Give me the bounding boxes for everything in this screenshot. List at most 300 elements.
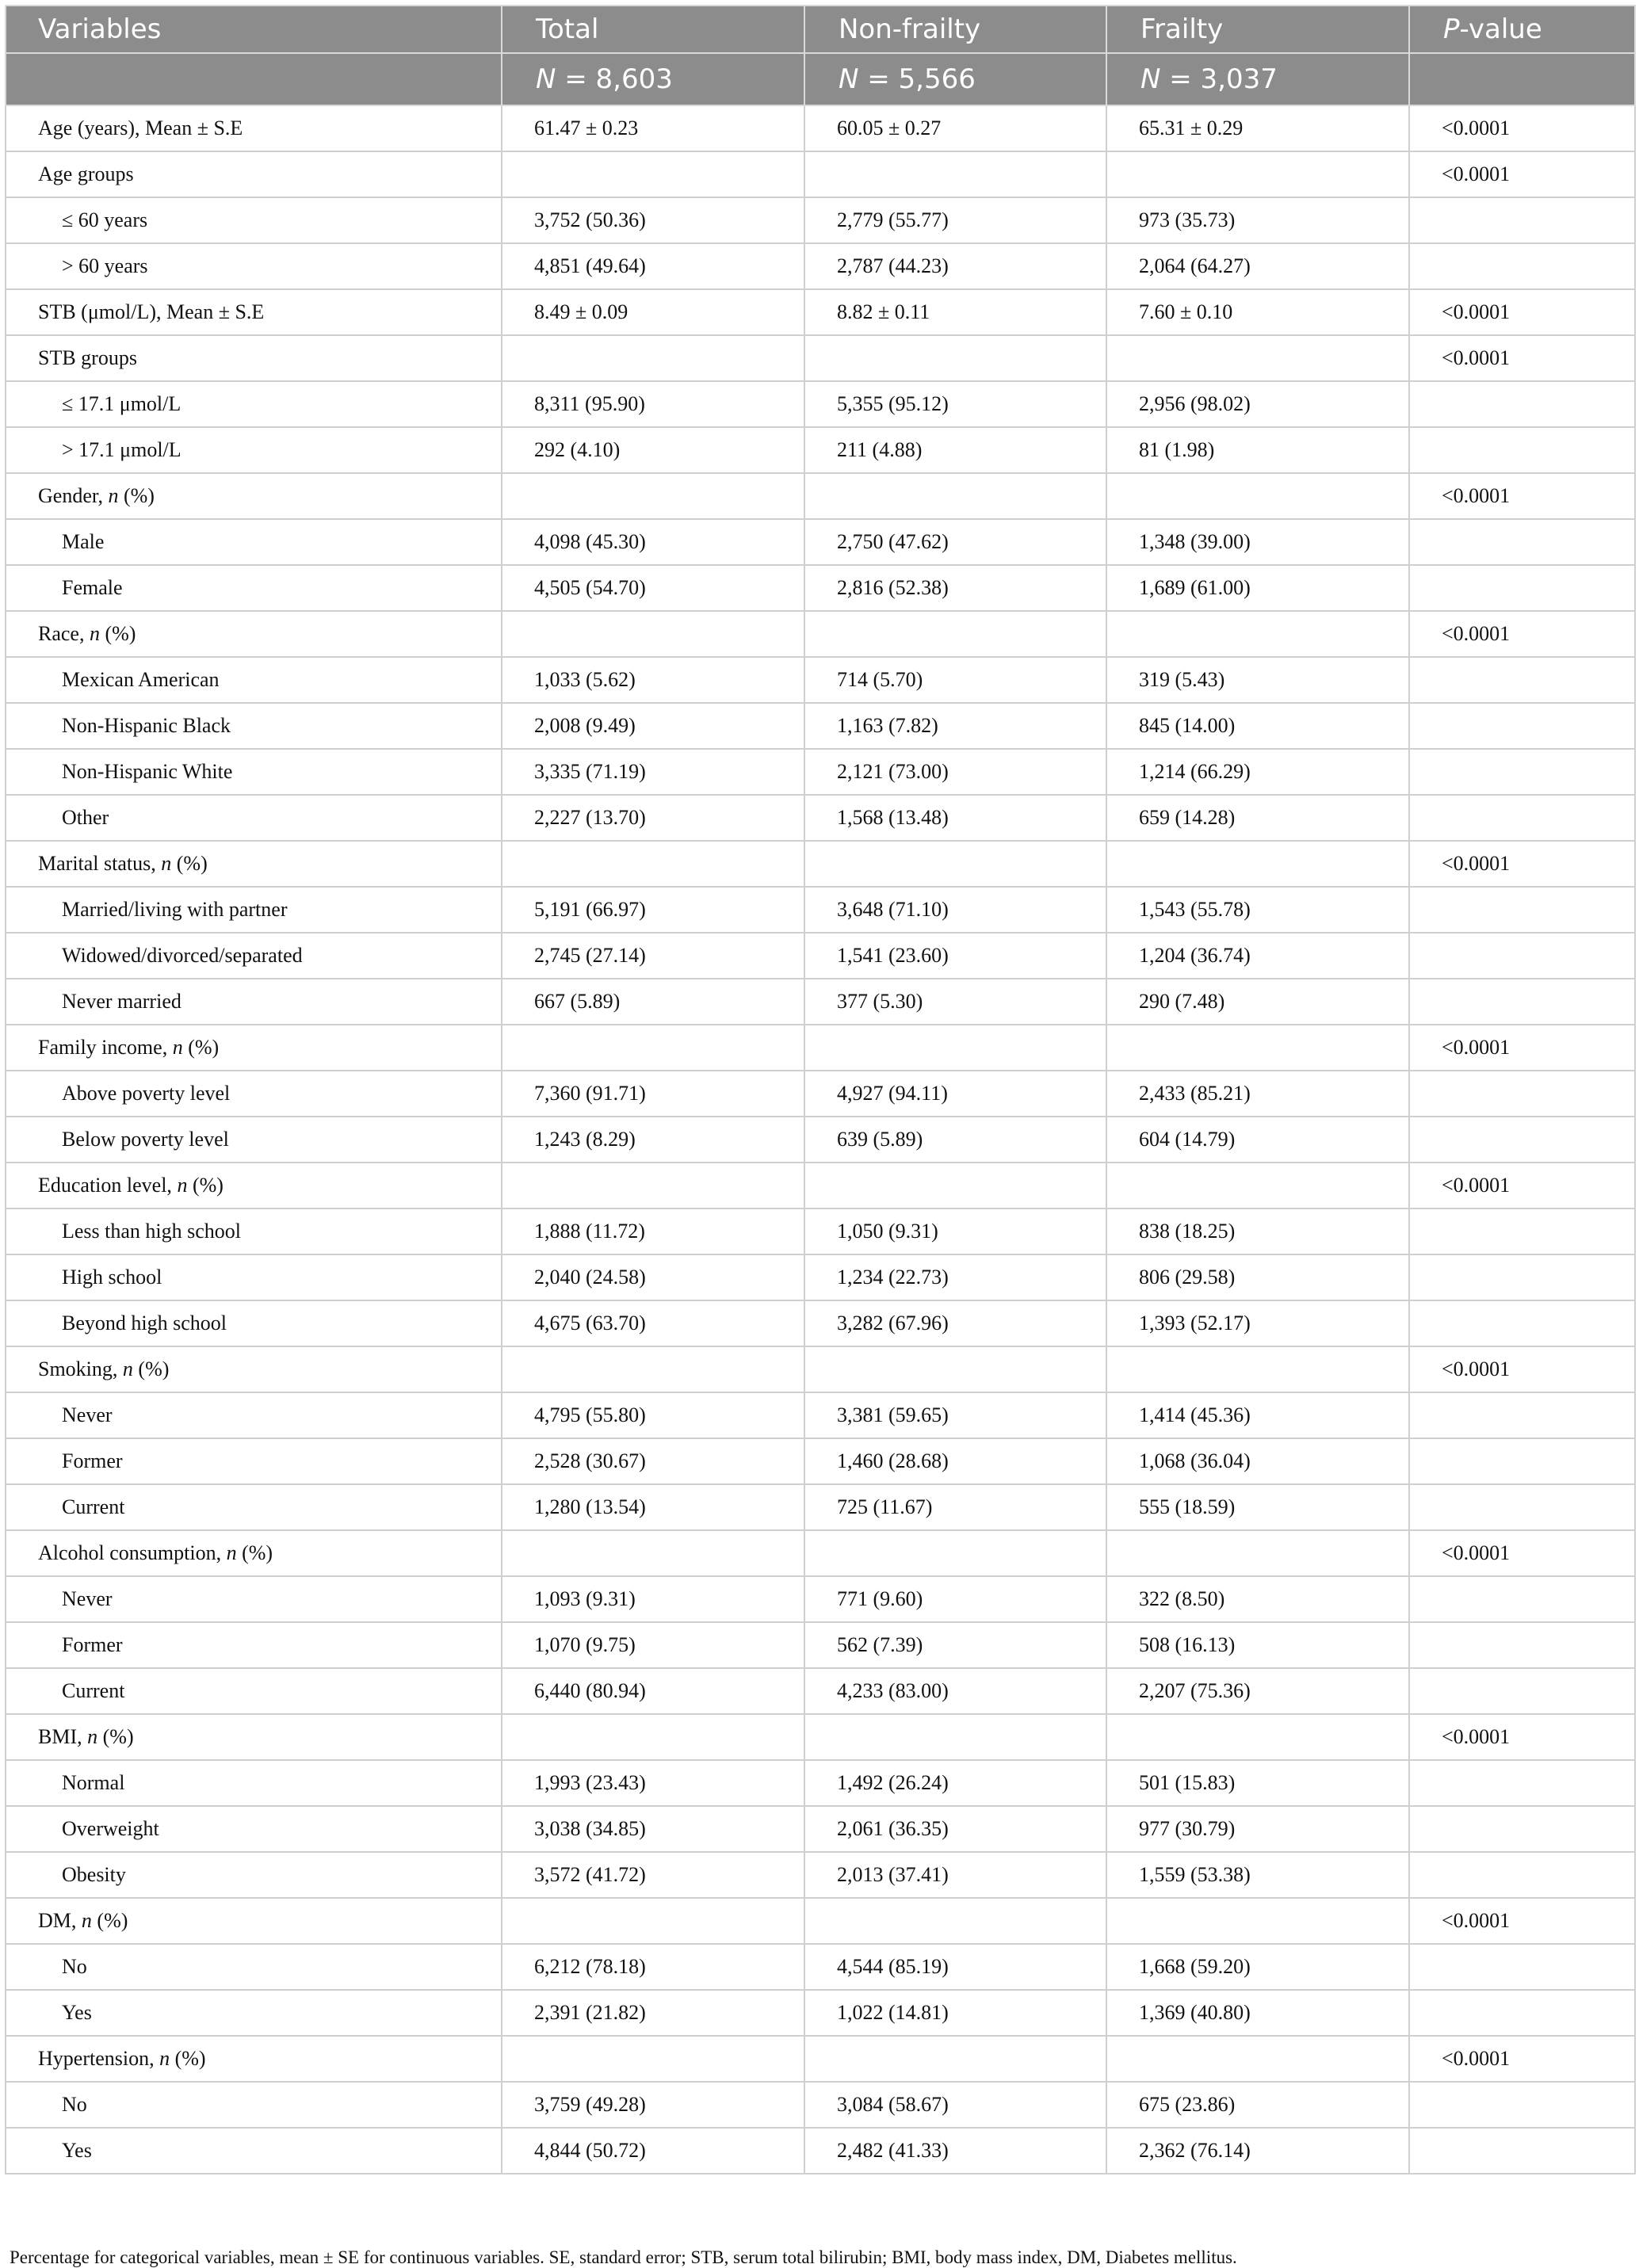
row-label (6, 1117, 502, 1163)
cell-pvalue (1409, 2128, 1635, 2174)
row-label (6, 381, 502, 427)
row-label-suffix: (%) (97, 1725, 134, 1748)
table-row (6, 1530, 1635, 1576)
cell-total: 4,795 (55.80) (502, 1392, 804, 1438)
cell-nonfrailty: 725 (11.67) (804, 1484, 1106, 1530)
row-label (6, 427, 502, 473)
header-frailty: Frailty (1106, 6, 1409, 53)
table-row (6, 1071, 1635, 1117)
cell-total (502, 1714, 804, 1760)
row-label (6, 473, 502, 519)
table-row (6, 1484, 1635, 1530)
cell-frailty: 604 (14.79) (1106, 1117, 1409, 1163)
row-label-text: Gender, (38, 484, 109, 507)
row-label (6, 1898, 502, 1944)
row-label (6, 1668, 502, 1714)
row-label-suffix: (%) (171, 852, 208, 875)
cell-pvalue (1409, 657, 1635, 703)
row-label (6, 1944, 502, 1990)
cell-nonfrailty: 562 (7.39) (804, 1622, 1106, 1668)
cell-nonfrailty: 2,779 (55.77) (804, 197, 1106, 243)
row-label-italic: n (89, 622, 100, 645)
table-row (6, 1622, 1635, 1668)
header-n-total (502, 53, 804, 105)
cell-total: 2,745 (27.14) (502, 933, 804, 979)
cell-pvalue (1409, 1392, 1635, 1438)
cell-nonfrailty: 1,492 (26.24) (804, 1760, 1106, 1806)
row-label (6, 1714, 502, 1760)
cell-frailty: 81 (1.98) (1106, 427, 1409, 473)
cell-pvalue: <0.0001 (1409, 611, 1635, 657)
cell-pvalue (1409, 427, 1635, 473)
row-label (6, 1071, 502, 1117)
row-label (6, 657, 502, 703)
cell-frailty: 1,414 (45.36) (1106, 1392, 1409, 1438)
row-label (6, 1576, 502, 1622)
table-row (6, 1714, 1635, 1760)
cell-total: 2,040 (24.58) (502, 1254, 804, 1300)
cell-pvalue: <0.0001 (1409, 151, 1635, 197)
cell-total: 1,243 (8.29) (502, 1117, 804, 1163)
cell-total (502, 1025, 804, 1071)
cell-frailty (1106, 1346, 1409, 1392)
table-row (6, 2128, 1635, 2174)
row-label (6, 1392, 502, 1438)
cell-nonfrailty: 377 (5.30) (804, 979, 1106, 1025)
row-label (6, 1300, 502, 1346)
cell-frailty: 1,393 (52.17) (1106, 1300, 1409, 1346)
cell-nonfrailty (804, 1163, 1106, 1208)
table-row (6, 795, 1635, 841)
cell-pvalue (1409, 1760, 1635, 1806)
n-italic: N (1140, 63, 1161, 95)
cell-nonfrailty (804, 841, 1106, 887)
cell-nonfrailty: 3,282 (67.96) (804, 1300, 1106, 1346)
row-label-text: Below poverty level (62, 1128, 229, 1151)
row-label (6, 1025, 502, 1071)
table-row (6, 887, 1635, 933)
cell-total (502, 1898, 804, 1944)
cell-frailty: 806 (29.58) (1106, 1254, 1409, 1300)
table-row (6, 565, 1635, 611)
table-row (6, 703, 1635, 749)
table-row (6, 1806, 1635, 1852)
table-row (6, 749, 1635, 795)
row-label-text: Never married (62, 990, 181, 1013)
cell-pvalue (1409, 243, 1635, 289)
table-row (6, 1346, 1635, 1392)
cell-frailty (1106, 473, 1409, 519)
table-row (6, 979, 1635, 1025)
row-label-italic: n (108, 484, 119, 507)
row-label (6, 105, 502, 151)
cell-total: 2,227 (13.70) (502, 795, 804, 841)
cell-pvalue (1409, 979, 1635, 1025)
row-label-italic: n (81, 1909, 92, 1932)
table-row (6, 1025, 1635, 1071)
cell-frailty: 508 (16.13) (1106, 1622, 1409, 1668)
cell-pvalue (1409, 1576, 1635, 1622)
cell-total (502, 151, 804, 197)
cell-nonfrailty: 60.05 ± 0.27 (804, 105, 1106, 151)
cell-total: 61.47 ± 0.23 (502, 105, 804, 151)
row-label-text: ≤ 17.1 μmol/L (62, 392, 181, 415)
cell-frailty: 322 (8.50) (1106, 1576, 1409, 1622)
cell-frailty: 2,207 (75.36) (1106, 1668, 1409, 1714)
cell-pvalue (1409, 2082, 1635, 2128)
cell-nonfrailty: 1,460 (28.68) (804, 1438, 1106, 1484)
table-row (6, 105, 1635, 151)
cell-nonfrailty: 1,234 (22.73) (804, 1254, 1106, 1300)
cell-frailty (1106, 841, 1409, 887)
cell-pvalue (1409, 519, 1635, 565)
cell-pvalue (1409, 1071, 1635, 1117)
row-label-text: Age (years), Mean ± S.E (38, 116, 243, 139)
cell-frailty (1106, 1714, 1409, 1760)
cell-frailty: 973 (35.73) (1106, 197, 1409, 243)
header-pvalue (1409, 6, 1635, 53)
table-row (6, 519, 1635, 565)
row-label-text: Other (62, 806, 109, 829)
row-label-text: Obesity (62, 1863, 126, 1886)
table-footnote: Percentage for categorical variables, mean ± SE for continuous variables. SE, standard error; STB, serum total bilirubin; BMI, body mass index, DM, Diabetes mellitus. (10, 2247, 1237, 2267)
table-row (6, 1668, 1635, 1714)
cell-nonfrailty: 1,163 (7.82) (804, 703, 1106, 749)
cell-nonfrailty: 2,061 (36.35) (804, 1806, 1106, 1852)
cell-pvalue (1409, 1117, 1635, 1163)
table-body (6, 105, 1635, 2174)
header-row-titles (6, 6, 1635, 53)
cell-pvalue (1409, 887, 1635, 933)
row-label (6, 1622, 502, 1668)
cell-total: 4,675 (63.70) (502, 1300, 804, 1346)
row-label (6, 1530, 502, 1576)
row-label (6, 1806, 502, 1852)
cell-nonfrailty: 2,482 (41.33) (804, 2128, 1106, 2174)
row-label-italic: n (172, 1036, 183, 1059)
row-label-text: Age groups (38, 162, 134, 185)
row-label (6, 2036, 502, 2082)
cell-total: 2,008 (9.49) (502, 703, 804, 749)
row-label (6, 1208, 502, 1254)
row-label (6, 1852, 502, 1898)
cell-pvalue: <0.0001 (1409, 1898, 1635, 1944)
cell-frailty (1106, 1025, 1409, 1071)
header-variables: Variables (6, 6, 502, 53)
cell-pvalue: <0.0001 (1409, 1025, 1635, 1071)
cell-total (502, 841, 804, 887)
cell-total: 1,033 (5.62) (502, 657, 804, 703)
cell-pvalue (1409, 703, 1635, 749)
header-row-counts (6, 53, 1635, 105)
cell-frailty: 1,204 (36.74) (1106, 933, 1409, 979)
cell-pvalue (1409, 1806, 1635, 1852)
cell-pvalue (1409, 1484, 1635, 1530)
cell-pvalue (1409, 1300, 1635, 1346)
cell-frailty: 1,369 (40.80) (1106, 1990, 1409, 2036)
table-row (6, 1944, 1635, 1990)
cell-total: 1,093 (9.31) (502, 1576, 804, 1622)
cell-frailty: 2,362 (76.14) (1106, 2128, 1409, 2174)
table-row (6, 243, 1635, 289)
row-label-text: Married/living with partner (62, 898, 288, 921)
cell-nonfrailty (804, 611, 1106, 657)
cell-total: 3,752 (50.36) (502, 197, 804, 243)
row-label-text: Yes (62, 2001, 92, 2024)
cell-nonfrailty: 2,121 (73.00) (804, 749, 1106, 795)
cell-pvalue (1409, 1208, 1635, 1254)
table-container (5, 5, 1634, 2174)
row-label-suffix: (%) (236, 1541, 273, 1564)
cell-frailty (1106, 335, 1409, 381)
cell-pvalue: <0.0001 (1409, 1346, 1635, 1392)
row-label-text: No (62, 1955, 87, 1978)
row-label-text: STB groups (38, 346, 137, 369)
row-label (6, 887, 502, 933)
cell-frailty: 1,068 (36.04) (1106, 1438, 1409, 1484)
row-label-text: Former (62, 1449, 123, 1472)
cell-frailty: 2,433 (85.21) (1106, 1071, 1409, 1117)
cell-pvalue: <0.0001 (1409, 2036, 1635, 2082)
row-label (6, 1346, 502, 1392)
row-label-suffix: (%) (118, 484, 155, 507)
cell-nonfrailty (804, 473, 1106, 519)
header-empty (6, 53, 502, 105)
table-row (6, 473, 1635, 519)
cell-pvalue (1409, 1852, 1635, 1898)
cell-nonfrailty: 714 (5.70) (804, 657, 1106, 703)
cell-total (502, 1530, 804, 1576)
table-row (6, 1208, 1635, 1254)
cell-total: 1,280 (13.54) (502, 1484, 804, 1530)
row-label (6, 1163, 502, 1208)
cell-total: 3,572 (41.72) (502, 1852, 804, 1898)
table-row (6, 1254, 1635, 1300)
table-row (6, 1760, 1635, 1806)
row-label-text: No (62, 2093, 87, 2116)
cell-pvalue: <0.0001 (1409, 1163, 1635, 1208)
row-label-text: Race, (38, 622, 90, 645)
row-label-suffix: (%) (187, 1174, 224, 1197)
cell-nonfrailty: 771 (9.60) (804, 1576, 1106, 1622)
cell-nonfrailty: 4,233 (83.00) (804, 1668, 1106, 1714)
cell-pvalue: <0.0001 (1409, 473, 1635, 519)
cell-frailty: 838 (18.25) (1106, 1208, 1409, 1254)
cell-total: 1,993 (23.43) (502, 1760, 804, 1806)
cell-total: 2,528 (30.67) (502, 1438, 804, 1484)
cell-total: 6,440 (80.94) (502, 1668, 804, 1714)
row-label (6, 289, 502, 335)
row-label (6, 703, 502, 749)
cell-pvalue: <0.0001 (1409, 1714, 1635, 1760)
cell-frailty: 2,064 (64.27) (1106, 243, 1409, 289)
cell-pvalue (1409, 1254, 1635, 1300)
cell-pvalue: <0.0001 (1409, 335, 1635, 381)
row-label (6, 1990, 502, 2036)
cell-nonfrailty (804, 1714, 1106, 1760)
cell-total: 4,851 (49.64) (502, 243, 804, 289)
cell-total: 8.49 ± 0.09 (502, 289, 804, 335)
row-label (6, 611, 502, 657)
cell-nonfrailty: 2,787 (44.23) (804, 243, 1106, 289)
cell-pvalue: <0.0001 (1409, 1530, 1635, 1576)
row-label-text: Mexican American (62, 668, 220, 691)
cell-frailty: 290 (7.48) (1106, 979, 1409, 1025)
cell-frailty (1106, 1898, 1409, 1944)
n-nonfrailty-text: N = 5,566 (839, 63, 976, 95)
cell-nonfrailty (804, 1898, 1106, 1944)
cell-frailty (1106, 1163, 1409, 1208)
row-label-text: Male (62, 530, 105, 553)
row-label-text: ≤ 60 years (62, 208, 148, 231)
cell-frailty: 2,956 (98.02) (1106, 381, 1409, 427)
row-label-suffix: (%) (182, 1036, 220, 1059)
n-total-text: N = 8,603 (536, 63, 673, 95)
cell-pvalue (1409, 1944, 1635, 1990)
cell-nonfrailty: 3,381 (59.65) (804, 1392, 1106, 1438)
row-label (6, 1438, 502, 1484)
cell-frailty: 1,543 (55.78) (1106, 887, 1409, 933)
table-row (6, 1300, 1635, 1346)
header-empty-p (1409, 53, 1635, 105)
table-row (6, 289, 1635, 335)
row-label-text: Widowed/divorced/separated (62, 944, 303, 967)
cell-nonfrailty: 1,050 (9.31) (804, 1208, 1106, 1254)
cell-nonfrailty: 211 (4.88) (804, 427, 1106, 473)
cell-pvalue: <0.0001 (1409, 105, 1635, 151)
row-label (6, 1254, 502, 1300)
row-label (6, 565, 502, 611)
cell-pvalue (1409, 1438, 1635, 1484)
cell-nonfrailty (804, 1025, 1106, 1071)
row-label (6, 2128, 502, 2174)
cell-frailty: 7.60 ± 0.10 (1106, 289, 1409, 335)
table-row (6, 151, 1635, 197)
row-label-suffix: (%) (170, 2047, 206, 2070)
header-pvalue-rest: -value (1459, 13, 1542, 45)
cell-pvalue (1409, 1622, 1635, 1668)
n-frailty-text: N = 3,037 (1140, 63, 1278, 95)
table-row (6, 2036, 1635, 2082)
cell-total: 4,844 (50.72) (502, 2128, 804, 2174)
row-label-text: Above poverty level (62, 1082, 231, 1105)
cell-total (502, 611, 804, 657)
row-label-text: Non-Hispanic Black (62, 714, 231, 737)
row-label (6, 979, 502, 1025)
row-label (6, 151, 502, 197)
row-label-text: Former (62, 1633, 123, 1656)
cell-nonfrailty (804, 151, 1106, 197)
cell-nonfrailty: 1,022 (14.81) (804, 1990, 1106, 2036)
cell-pvalue: <0.0001 (1409, 289, 1635, 335)
table-row (6, 841, 1635, 887)
row-label-text: Beyond high school (62, 1312, 227, 1334)
row-label (6, 243, 502, 289)
header-pvalue-italic: P (1443, 13, 1460, 45)
row-label (6, 2082, 502, 2128)
cell-frailty: 845 (14.00) (1106, 703, 1409, 749)
row-label-italic: n (226, 1541, 237, 1564)
cell-total (502, 473, 804, 519)
cell-nonfrailty: 4,544 (85.19) (804, 1944, 1106, 1990)
cell-frailty: 1,689 (61.00) (1106, 565, 1409, 611)
cell-frailty (1106, 2036, 1409, 2082)
cell-frailty: 319 (5.43) (1106, 657, 1409, 703)
row-label-text: Female (62, 576, 123, 599)
table-row (6, 197, 1635, 243)
row-label-text: Never (62, 1587, 113, 1610)
cell-total (502, 2036, 804, 2082)
row-label-text: Normal (62, 1771, 125, 1794)
cell-nonfrailty (804, 2036, 1106, 2082)
row-label-text: BMI, (38, 1725, 88, 1748)
header-total: Total (502, 6, 804, 53)
cell-nonfrailty: 4,927 (94.11) (804, 1071, 1106, 1117)
cell-nonfrailty: 3,648 (71.10) (804, 887, 1106, 933)
header-nonfrailty: Non-frailty (804, 6, 1106, 53)
row-label-suffix: (%) (91, 1909, 128, 1932)
cell-pvalue (1409, 933, 1635, 979)
row-label-text: Smoking, (38, 1357, 123, 1380)
cell-total: 8,311 (95.90) (502, 381, 804, 427)
table-row (6, 657, 1635, 703)
table-row (6, 335, 1635, 381)
cell-total: 1,888 (11.72) (502, 1208, 804, 1254)
row-label-text: Alcohol consumption, (38, 1541, 227, 1564)
row-label-italic: n (87, 1725, 98, 1748)
header-n-frailty (1106, 53, 1409, 105)
n-italic: N (839, 63, 859, 95)
table-header (6, 6, 1635, 105)
table-row (6, 1438, 1635, 1484)
row-label (6, 197, 502, 243)
row-label (6, 1484, 502, 1530)
row-label-italic: n (161, 852, 172, 875)
n-italic: N (536, 63, 556, 95)
row-label (6, 795, 502, 841)
cell-frailty: 1,214 (66.29) (1106, 749, 1409, 795)
cell-total: 4,505 (54.70) (502, 565, 804, 611)
row-label-text: Current (62, 1495, 125, 1518)
cell-total: 3,759 (49.28) (502, 2082, 804, 2128)
row-label (6, 519, 502, 565)
table-row (6, 933, 1635, 979)
cell-pvalue (1409, 565, 1635, 611)
table-row (6, 1576, 1635, 1622)
table-row (6, 1990, 1635, 2036)
row-label-text: Never (62, 1403, 113, 1426)
table-row (6, 1898, 1635, 1944)
cell-frailty: 65.31 ± 0.29 (1106, 105, 1409, 151)
row-label-italic: n (122, 1357, 133, 1380)
cell-nonfrailty: 639 (5.89) (804, 1117, 1106, 1163)
cell-nonfrailty: 1,568 (13.48) (804, 795, 1106, 841)
cell-total (502, 335, 804, 381)
cell-frailty: 659 (14.28) (1106, 795, 1409, 841)
row-label-suffix: (%) (99, 622, 136, 645)
row-label-italic: n (159, 2047, 170, 2070)
cell-total: 3,038 (34.85) (502, 1806, 804, 1852)
row-label-text: Family income, (38, 1036, 173, 1059)
row-label-text: Education level, (38, 1174, 178, 1197)
row-label (6, 749, 502, 795)
cell-total: 5,191 (66.97) (502, 887, 804, 933)
row-label (6, 933, 502, 979)
row-label-text: Non-Hispanic White (62, 760, 233, 783)
cell-total: 6,212 (78.18) (502, 1944, 804, 1990)
cell-pvalue (1409, 381, 1635, 427)
row-label (6, 841, 502, 887)
